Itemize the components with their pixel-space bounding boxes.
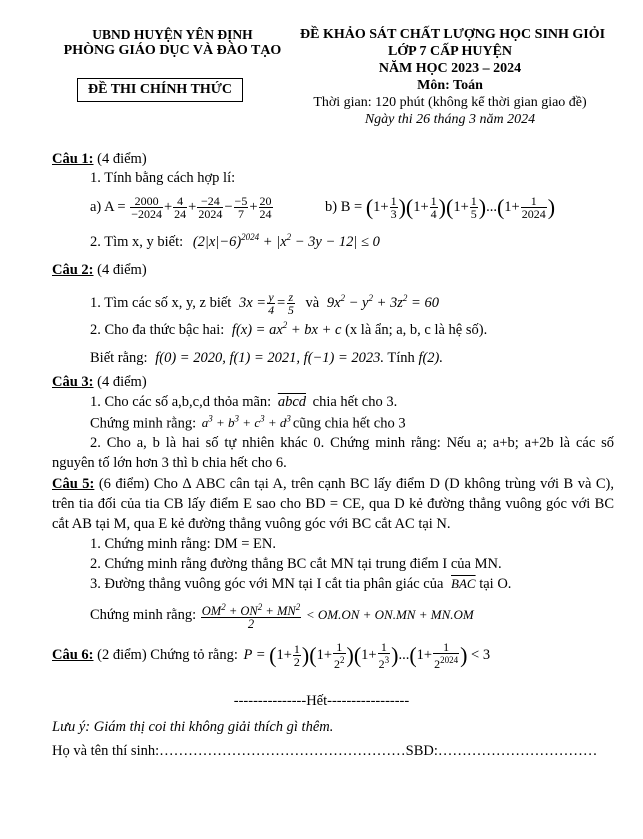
office-name: PHÒNG GIÁO DỤC VÀ ĐÀO TẠO: [63, 43, 282, 58]
exam-time: Thời gian: 120 phút (không kể thời gian giao đề): [313, 95, 587, 110]
q5-part2: 2. Chứng minh rằng đường thẳng BC cắt MN tại trung điểm I của MN.: [90, 556, 502, 572]
q1-part2: 2. Tìm x, y biết: $(2|x|-6)^{2024} + |x^2 - 3y - 12| \le 0$: [90, 232, 380, 250]
q3-part1: 1. Cho các số a,b,c,d thỏa mãn: abcd chia hết cho 3.: [90, 394, 398, 410]
q1-heading: Câu 1: (4 điểm): [52, 151, 147, 167]
end-marker: ---------------Hết-----------------: [233, 693, 410, 709]
official-exam-box: ĐỀ THI CHÍNH THỨC: [77, 78, 243, 102]
department-name: UBND HUYỆN YÊN ĐỊNH: [92, 27, 253, 42]
q6: Câu 6: (2 điểm) Chứng tỏ rằng: P = (1+ $\frac{1}{2}$ )(1+ $\frac{1}{2^2}$ )(1+ $\frac{1}{2^3}$ )...(1+ $\frac{1}{2^{2024}}$ ) < 3: [52, 640, 491, 672]
school-year: NĂM HỌC 2023 – 2024: [378, 61, 522, 76]
q2-heading: Câu 2: (4 điểm): [52, 262, 147, 278]
q1-part-a: a) A = $\frac{2000}{-2024}$ + $\frac{4}{24}$ + $\frac{-24}{2024}$ − $\frac{-5}{7}$ + $\frac{20}{24}$: [90, 194, 272, 222]
q5-part1: 1. Chứng minh rằng: DM = EN.: [90, 536, 277, 552]
candidate-name-line: Họ và tên thí sinh:……………………………………………SBD:……………………………: [52, 743, 598, 759]
exam-title: ĐỀ KHẢO SÁT CHẤT LƯỢNG HỌC SINH GIỎI: [300, 27, 606, 42]
q3-heading: Câu 3: (4 điểm): [52, 374, 147, 390]
q3-part2: 2. Cho a, b là hai số tự nhiên khác 0. Chứng minh rằng: Nếu a; a+b; a+2b là các số nguyên tố lớn hơn 3 thì b chia hết cho 6.: [52, 435, 614, 471]
q5-intro: Câu 5: (6 điểm) Cho Δ ABC cân tại A, trên cạnh BC lấy điểm D (D không trùng với B và C), trên tia đối của tia CB lấy điểm E sao cho BD = CE, qua D kẻ đường thẳng vuông góc với BC cắt AB tại M, qua E kẻ đường thẳng vuông góc với BC cắt AC tại N.: [52, 476, 614, 532]
exam-date: Ngày thi 26 tháng 3 năm 2024: [364, 112, 536, 127]
subject: Môn: Toán: [417, 78, 483, 93]
q2-part3: Biết rằng: f(0) = 2020, f(1) = 2021, f(−1) = 2023. Tính f(2).: [90, 350, 443, 366]
note: Lưu ý: Giám thị coi thi không giải thích gì thêm.: [52, 719, 334, 735]
q2-part1: 1. Tìm các số x, y, z biết 3x = $\frac{y}{4}$ = $\frac{z}{5}$ và $9x^2 - y^2 + 3z^2 = 60$: [90, 290, 439, 317]
q1-part1: 1. Tính bằng cách hợp lí:: [90, 170, 236, 186]
q3-part1-proof: Chứng minh rằng: $a^3 + b^3 + c^3 + d^3$ cũng chia hết cho 3: [90, 414, 406, 432]
grade-level: LỚP 7 CẤP HUYỆN: [387, 44, 513, 59]
q5-part3: 3. Đường thẳng vuông góc với MN tại I cắt tia phân giác của $\overline{BAC}$ tại O.: [90, 576, 512, 592]
q1-part-b: b) B = (1+ $\frac{1}{3}$ )(1+ $\frac{1}{4}$ )(1+ $\frac{1}{5}$ )...(1+ $\frac{1}{2024}$ ): [325, 194, 556, 222]
q2-part2: 2. Cho đa thức bậc hai: $f(x) = ax^2$ + bx + c (x là ẩn; a, b, c là hệ số).: [90, 320, 488, 338]
q5-part4: Chứng minh rằng: $\frac{OM^2 + ON^2 + MN^2}{2}$ < OM.ON + ON.MN + MN.OM: [90, 602, 474, 632]
